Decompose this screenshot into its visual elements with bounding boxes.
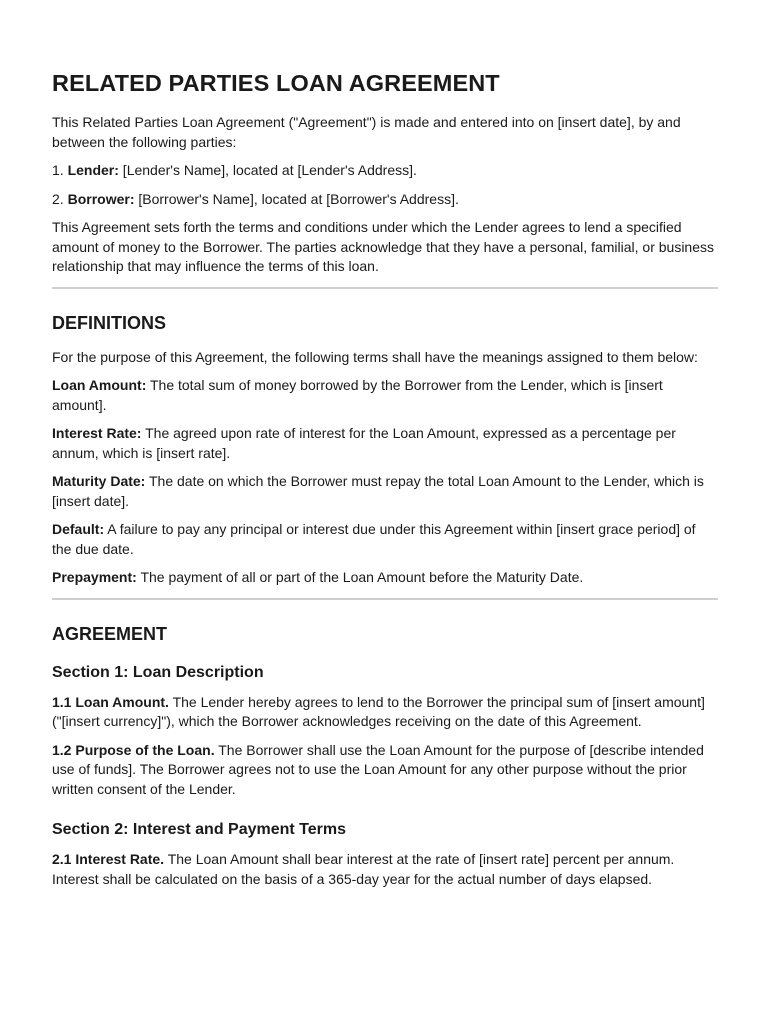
lender-text: [Lender's Name], located at [Lender's Address].	[118, 162, 417, 178]
definition-term: Maturity Date:	[52, 473, 146, 489]
clause-text: The Loan Amount shall bear interest at the rate of [insert rate] percent per annum. Interest shall be calculated on the basis of a 365-day year for the actual number of days elapsed.	[52, 851, 675, 887]
definitions-intro: For the purpose of this Agreement, the following terms shall have the meanings assigned to them below:	[52, 348, 698, 365]
definition-text: The agreed upon rate of interest for the Loan Amount, expressed as a percentage per annum, which is [insert rate].	[52, 425, 676, 461]
section-divider	[52, 287, 718, 289]
definition-term: Default:	[52, 521, 105, 537]
definition-item	[52, 520, 718, 559]
definition-text: A failure to pay any principal or interest due under this Agreement within [insert grace period] of the due date.	[52, 521, 696, 557]
borrower-prefix: 2.	[52, 190, 68, 207]
borrower-label: Borrower:	[67, 190, 135, 207]
agreement-heading: AGREEMENT	[52, 623, 168, 644]
definition-term: Loan Amount:	[52, 377, 147, 393]
lender-prefix: 1.	[52, 162, 68, 178]
clause-text: The Borrower shall use the Loan Amount for the purpose of [describe intended use of funds]. The Borrower agrees not to use the Loan Amount for any other purpose without the prior written consent of the Lender.	[52, 741, 704, 797]
section-divider	[52, 598, 718, 600]
definition-text: The date on which the Borrower must repay the total Loan Amount to the Lender, which is [insert date].	[52, 473, 704, 509]
definitions-heading: DEFINITIONS	[52, 312, 167, 333]
clause-item	[52, 850, 718, 889]
borrower-line	[52, 190, 718, 210]
clause-text: The Lender hereby agrees to lend to the Borrower the principal sum of [insert amount] ("[insert currency]"), which the Borrower acknowledges receiving on the date of this Agreement.	[52, 693, 705, 729]
definition-text: The payment of all or part of the Loan Amount before the Maturity Date.	[136, 569, 584, 585]
definition-item	[52, 568, 718, 588]
borrower-text: [Borrower's Name], located at [Borrower's Address].	[134, 190, 459, 207]
lender-line	[52, 161, 718, 181]
definition-item	[52, 472, 718, 511]
definition-item	[52, 376, 718, 415]
lender-label: Lender:	[67, 162, 119, 178]
clause-label: 1.2 Purpose of the Loan.	[52, 741, 215, 758]
definition-text: The total sum of money borrowed by the Borrower from the Lender, which is [insert amount].	[52, 377, 663, 413]
section1-heading: Section 1: Loan Description	[52, 663, 264, 681]
document-title: RELATED PARTIES LOAN AGREEMENT	[52, 70, 500, 96]
definition-item	[52, 424, 718, 463]
purpose-paragraph: This Agreement sets forth the terms and conditions under which the Lender agrees to lend a specified amount of money to the Borrower. The parties acknowledge that they have a personal, familial, or business relationship that may influence the terms of this loan.	[52, 219, 714, 274]
clause-item	[52, 693, 718, 732]
intro-paragraph: This Related Parties Loan Agreement ("Agreement") is made and entered into on [insert date], by and between the following parties:	[52, 114, 681, 150]
definition-term: Prepayment:	[52, 569, 137, 585]
clause-item	[52, 741, 718, 800]
section2-heading: Section 2: Interest and Payment Terms	[52, 821, 347, 838]
clause-label: 2.1 Interest Rate.	[52, 851, 165, 867]
definition-term: Interest Rate:	[52, 425, 142, 441]
clause-label: 1.1 Loan Amount.	[52, 693, 169, 710]
